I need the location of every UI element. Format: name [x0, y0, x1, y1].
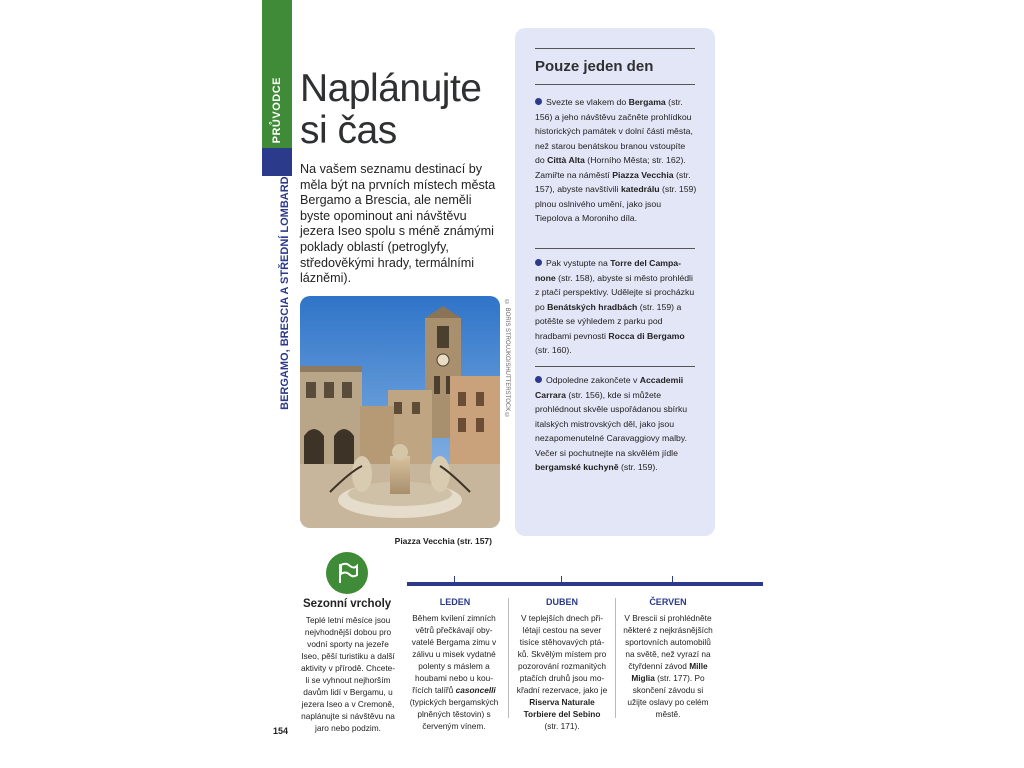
text-run: Svezte se vlakem do	[546, 97, 629, 107]
text-run: Città Alta	[547, 155, 585, 165]
text-run: Rocca di Bergamo	[608, 330, 685, 341]
text-run: Piazza Vecchia	[612, 169, 674, 180]
page-title-line-1: Naplánujte	[300, 67, 482, 110]
timeline-tick	[561, 576, 562, 582]
one-day-item	[535, 95, 697, 226]
text-run: katedrálu	[620, 184, 660, 194]
guide-tab-label: PRŮVODCE	[271, 76, 283, 144]
divider	[535, 84, 695, 85]
text-run: (str. 156) a jeho návštěvu začněte prohlídkou historických památek v dolní části města, než starou benátskou branou vstoupíte do	[535, 97, 693, 165]
photo-credit: © BORIS STROUJKO/SHUTTERSTOCK ©	[504, 300, 510, 419]
page-title	[300, 68, 510, 152]
divider	[535, 248, 695, 249]
month-text-cerven	[622, 612, 714, 720]
month-label-duben: DUBEN	[545, 597, 578, 607]
text-run: Mille Miglia	[631, 661, 708, 683]
text-run: (str. 156), kde si můžete prohlédnout skvěle uspořádanou sbírku italských mistrovských děl, jako jsou nezapomenutelné Caravaggiovy malby. Večer si pochutnejte na skvělém jídle	[535, 389, 688, 458]
flag-icon	[326, 552, 368, 594]
month-label-cerven: ČERVEN	[649, 597, 687, 607]
flag-icon-glyph	[334, 560, 360, 586]
piazza-vecchia-photo	[300, 296, 500, 528]
piazza-vecchia-illustration	[300, 296, 500, 528]
text-run: Během kvílení zimních větrů přečkávají obyvatelé Bergama zimu v zálivu u misek vydatné polenty s máslem a houbami nebo u kouřících talířů	[411, 613, 497, 695]
text-run: (str. 159).	[618, 462, 658, 472]
text-run: (str. 160).	[535, 345, 572, 355]
text-run: Torre del Campanone	[535, 258, 682, 283]
seasonal-text: Teplé letní měsíce jsou nejvhodnější dobou pro vodní sporty na jezeře Iseo, pěší turistiku a další aktivity v přírodě. Chcete-li se vyhnout nejhorším davům lidí v Bergamu, u jezera Iseo a v Cremoně, naplánujte si návštěvu na jaro nebo podzim.	[300, 615, 396, 733]
text-run: (str. 177). Po skončení závodu si užijte oslavy po celém městě.	[627, 673, 709, 719]
text-run: (str. 158), abyste si město prohlédli z ptačí perspektivy. Udělejte si procházku po	[535, 272, 695, 312]
month-text-duben	[516, 612, 608, 732]
one-day-title: Pouze jeden den	[535, 58, 654, 75]
one-day-item	[535, 256, 697, 358]
page-number: 154	[273, 726, 289, 736]
text-run: casoncelli	[455, 685, 496, 695]
intro-text: Na vašem seznamu destinací by měla být na prvních místech města Bergamo a Brescia, ale neměli byste opominout ani návštěvu jezera Iseo spolu s méně známými poklady oblastí (petroglyfy, středověkými hrady, termálními lázněmi).	[300, 162, 496, 286]
one-day-item	[535, 373, 697, 475]
divider	[535, 48, 695, 49]
text-run: V teplejších dnech přilétají cestou na sever tisíce stěhovavých ptáků. Skvělým místem pro pozorování rozmanitých ptačích druhů jsou mokřadní rezervace, jako je	[516, 613, 608, 695]
text-run: (Horního Města; str. 162). Zamiřte na náměstí	[535, 155, 686, 180]
bullet-icon	[535, 376, 542, 383]
text-run: (str. 157), abyste navštívili	[535, 169, 691, 194]
text-run: Benátských hradbách	[547, 301, 638, 312]
month-text-leden	[408, 612, 500, 732]
timeline-tick	[672, 576, 673, 582]
text-run: (str. 159) a potěšte se výhledem z parku pod hradbami pevnosti	[535, 301, 682, 341]
seasonal-title: Sezonní vrcholy	[303, 598, 392, 610]
photo-caption: Piazza Vecchia (str. 157)	[394, 536, 492, 546]
text-run: Accademii Carrara	[535, 375, 684, 400]
text-run: V Brescii si prohlédněte některé z nejkrásnějších sportovních automobilů na světě, než vyrazí na čtyřdenní závod	[623, 613, 713, 671]
text-run: Pak vystupte na	[546, 258, 611, 268]
divider	[535, 366, 695, 367]
section-label: BERGAMO, BRESCIA A STŘEDNÍ LOMBARDIE	[279, 166, 291, 410]
text-run: (str. 159) plnou oslnivého umění, jako jsou Tiepolova a Moroniho díla.	[535, 184, 697, 223]
column-divider	[508, 598, 509, 718]
text-run: (typických bergamských plněných těstovin) s červeným vínem.	[409, 697, 499, 731]
bullet-icon	[535, 259, 542, 266]
month-label-leden: LEDEN	[439, 597, 471, 607]
column-divider	[615, 598, 616, 718]
text-run: bergamské kuchyně	[535, 462, 619, 472]
page-title-line-2: si čas	[300, 109, 397, 152]
timeline-tick	[454, 576, 455, 582]
timeline-bar	[407, 582, 763, 586]
bullet-icon	[535, 98, 542, 105]
text-run: Riserva Naturale Torbiere del Sebino	[523, 697, 601, 719]
text-run: Odpoledne zakončete v	[546, 375, 640, 385]
text-run: (str. 171).	[544, 721, 580, 731]
text-run: Bergama	[628, 97, 666, 107]
